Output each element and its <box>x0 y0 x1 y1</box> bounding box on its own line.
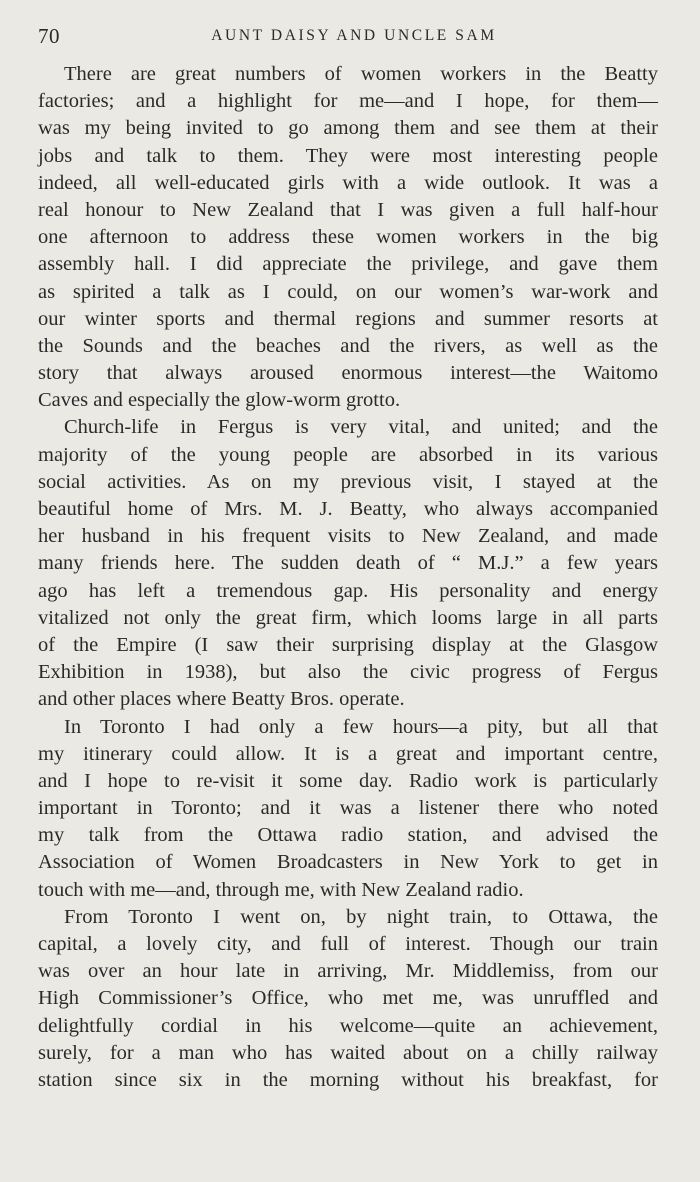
text-line: social activities. As on my previous visit, I stayed at the <box>38 470 658 493</box>
text-line: was over an hour late in arriving, Mr. Middlemiss, from our <box>38 960 658 983</box>
text-line: was my being invited to go among them and see them at their <box>38 117 658 140</box>
text-line: many friends here. The sudden death of “ M.J.” a few years <box>38 552 658 575</box>
text-line: and I hope to re-visit it some day. Radio work is particularly <box>38 769 658 792</box>
text-line: In Toronto I had only a few hours—a pity, but all that <box>64 715 658 738</box>
text-line: ago has left a tremendous gap. His personality and energy <box>38 579 658 602</box>
page-header <box>38 24 658 50</box>
body-text <box>38 61 658 1094</box>
text-line: vitalized not only the great firm, which looms large in all parts <box>38 606 658 629</box>
text-line: real honour to New Zealand that I was given a full half-hour <box>38 198 658 221</box>
text-line: as spirited a talk as I could, on our women’s war-work and <box>38 280 658 303</box>
text-line: important in Toronto; and it was a listener there who noted <box>38 797 658 820</box>
text-line: Association of Women Broadcasters in New York to get in <box>38 851 658 874</box>
text-line: my itinerary could allow. It is a great and important centre, <box>38 742 658 765</box>
text-line: the Sounds and the beaches and the rivers, as well as the <box>38 334 658 357</box>
text-line: story that always aroused enormous interest—the Waitomo <box>38 362 658 385</box>
text-line: touch with me—and, through me, with New Zealand radio. <box>38 878 524 901</box>
text-line: jobs and talk to them. They were most interesting people <box>38 144 658 167</box>
text-line: There are great numbers of women workers in the Beatty <box>64 63 658 85</box>
running-head: AUNT DAISY AND UNCLE SAM <box>211 27 497 44</box>
text-line: my talk from the Ottawa radio station, and advised the <box>38 824 658 847</box>
text-line: station since six in the morning without his breakfast, for <box>38 1068 658 1091</box>
text-line: beautiful home of Mrs. M. J. Beatty, who always accompanied <box>38 498 658 520</box>
text-line: Church-life in Fergus is very vital, and united; and the <box>64 416 658 439</box>
page-number: 70 <box>38 24 60 48</box>
text-line: of the Empire (I saw their surprising display at the Glasgow <box>38 633 658 656</box>
text-line: her husband in his frequent visits to New Zealand, and made <box>38 525 658 548</box>
text-line: assembly hall. I did appreciate the privilege, and gave them <box>38 253 658 276</box>
text-line: Exhibition in 1938), but also the civic progress of Fergus <box>38 661 658 684</box>
text-line: surely, for a man who has waited about on a chilly railway <box>38 1041 658 1064</box>
text-line: capital, a lovely city, and full of interest. Though our train <box>38 933 658 955</box>
text-line: From Toronto I went on, by night train, to Ottawa, the <box>64 905 658 928</box>
text-line: and other places where Beatty Bros. operate. <box>38 688 405 711</box>
text-line: indeed, all well-educated girls with a wide outlook. It was a <box>38 171 658 194</box>
text-line: our winter sports and thermal regions and summer resorts at <box>38 307 658 330</box>
text-line: one afternoon to address these women workers in the big <box>38 226 658 249</box>
text-line: factories; and a highlight for me—and I hope, for them— <box>38 90 658 113</box>
text-line: majority of the young people are absorbed in its various <box>38 443 658 466</box>
text-line: High Commissioner’s Office, who met me, was unruffled and <box>38 987 658 1010</box>
text-line: Caves and especially the glow-worm grotto. <box>38 389 401 412</box>
text-line: delightfully cordial in his welcome—quite an achievement, <box>38 1014 658 1037</box>
